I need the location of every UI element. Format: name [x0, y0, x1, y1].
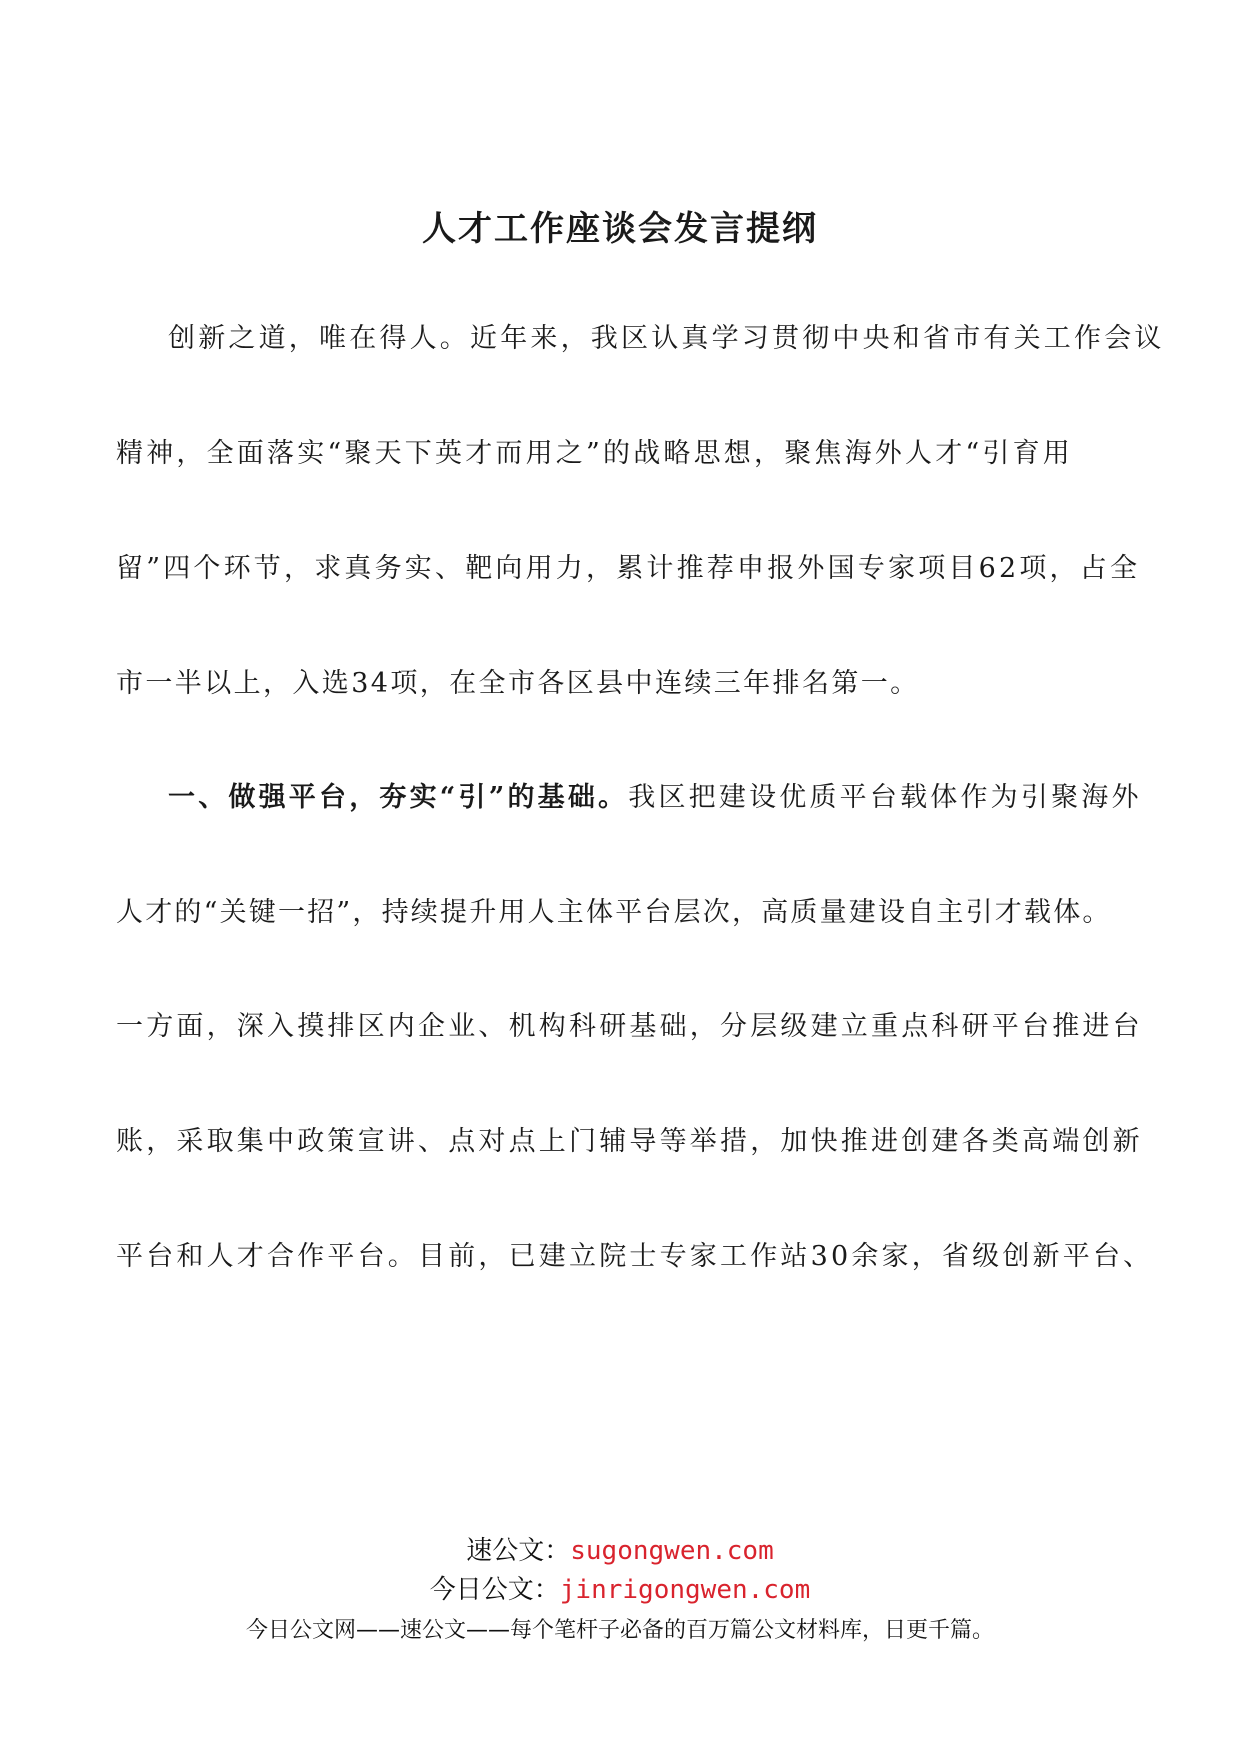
- paragraph-intro-line-4: 市一半以上，入选34项，在全市各区县中连续三年排名第一。: [116, 668, 920, 699]
- paragraph-intro-line-1: 创新之道，唯在得人。近年来，我区认真学习贯彻中央和省市有关工作会议: [168, 323, 1165, 354]
- footer-sugongwen-label: 速公文：: [466, 1536, 571, 1566]
- section-1-line-5: 平台和人才合作平台。目前，已建立院士专家工作站30余家，省级创新平台、: [116, 1241, 1154, 1272]
- footer-jinrigongwen: [0, 1572, 1240, 1608]
- footer-sugongwen: [0, 1533, 1240, 1569]
- footer-jinrigongwen-link[interactable]: jinrigongwen.com: [559, 1575, 811, 1605]
- section-1-first-line: [168, 776, 1142, 820]
- section-1-heading: 一、做强平台，夯实“引”的基础。: [168, 782, 629, 813]
- footer-slogan: 今日公文网——速公文——每个笔杆子必备的百万篇公文材料库，日更千篇。: [245, 1618, 994, 1643]
- section-1-line-4: 账，采取集中政策宣讲、点对点上门辅导等举措，加快推进创建各类高端创新: [116, 1126, 1143, 1157]
- paragraph-intro-line-3: 留”四个环节，求真务实、靶向用力，累计推荐申报外国专家项目62项，占全: [116, 553, 1141, 584]
- section-1-line-3: 一方面，深入摸排区内企业、机构科研基础，分层级建立重点科研平台推进台: [116, 1011, 1143, 1042]
- footer-sugongwen-link[interactable]: sugongwen.com: [570, 1536, 774, 1566]
- section-1-line-2: 人才的“关键一招”，持续提升用人主体平台层次，高质量建设自主引才载体。: [116, 897, 1112, 928]
- paragraph-intro-line-2: 精神，全面落实“聚天下英才而用之”的战略思想，聚焦海外人才“引育用: [116, 438, 1074, 469]
- document-title: 人才工作座谈会发言提纲: [422, 209, 818, 249]
- section-1-first-line-text: 我区把建设优质平台载体作为引聚海外: [628, 782, 1142, 813]
- footer-jinrigongwen-label: 今日公文：: [429, 1575, 560, 1605]
